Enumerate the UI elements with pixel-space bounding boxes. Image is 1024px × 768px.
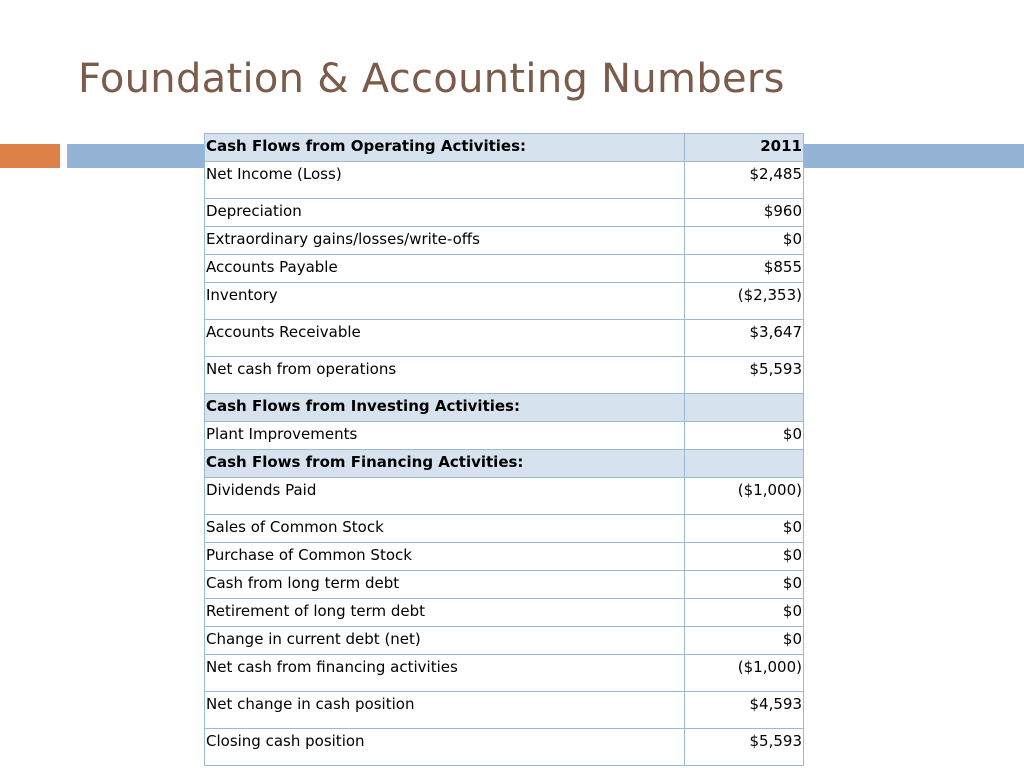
row-label: Purchase of Common Stock	[205, 543, 685, 571]
row-value: $2,485	[685, 162, 804, 199]
table-row	[205, 320, 804, 357]
row-label: Net cash from operations	[205, 357, 685, 394]
row-value: $0	[685, 599, 804, 627]
table-row	[205, 227, 804, 255]
row-label: Accounts Payable	[205, 255, 685, 283]
row-label: Net cash from financing activities	[205, 655, 685, 692]
section-header-label: Cash Flows from Investing Activities:	[205, 394, 685, 422]
row-value: $0	[685, 227, 804, 255]
cash-flow-table	[204, 133, 804, 766]
row-label: Accounts Receivable	[205, 320, 685, 357]
row-label: Change in current debt (net)	[205, 627, 685, 655]
section-header-value	[685, 394, 804, 422]
table-row	[205, 255, 804, 283]
row-label: Net Income (Loss)	[205, 162, 685, 199]
row-value: ($2,353)	[685, 283, 804, 320]
table-row	[205, 162, 804, 199]
row-value: ($1,000)	[685, 655, 804, 692]
table-row	[205, 692, 804, 729]
row-value: $3,647	[685, 320, 804, 357]
row-value: ($1,000)	[685, 478, 804, 515]
table-row	[205, 729, 804, 766]
row-value: $0	[685, 571, 804, 599]
row-value: $5,593	[685, 729, 804, 766]
row-value: $855	[685, 255, 804, 283]
table-row	[205, 655, 804, 692]
orange-accent-bar	[0, 144, 60, 168]
row-label: Plant Improvements	[205, 422, 685, 450]
row-value: $0	[685, 515, 804, 543]
table-row	[205, 478, 804, 515]
header-label: Cash Flows from Operating Activities:	[205, 134, 685, 162]
table-row	[205, 357, 804, 394]
section-header-row	[205, 394, 804, 422]
table-row	[205, 543, 804, 571]
row-value: $960	[685, 199, 804, 227]
row-label: Cash from long term debt	[205, 571, 685, 599]
row-label: Dividends Paid	[205, 478, 685, 515]
header-year: 2011	[685, 134, 804, 162]
slide-title: Foundation & Accounting Numbers	[78, 56, 785, 102]
section-header-row	[205, 450, 804, 478]
table-row	[205, 283, 804, 320]
table-row	[205, 199, 804, 227]
row-value: $4,593	[685, 692, 804, 729]
cash-flow-table-container	[204, 133, 803, 766]
table-row	[205, 627, 804, 655]
row-label: Depreciation	[205, 199, 685, 227]
row-value: $0	[685, 543, 804, 571]
row-label: Sales of Common Stock	[205, 515, 685, 543]
table-row	[205, 599, 804, 627]
row-value: $0	[685, 422, 804, 450]
section-header-value	[685, 450, 804, 478]
row-label: Extraordinary gains/losses/write-offs	[205, 227, 685, 255]
row-label: Inventory	[205, 283, 685, 320]
table-header-row	[205, 134, 804, 162]
row-label: Closing cash position	[205, 729, 685, 766]
row-value: $0	[685, 627, 804, 655]
section-header-label: Cash Flows from Financing Activities:	[205, 450, 685, 478]
table-row	[205, 571, 804, 599]
table-row	[205, 515, 804, 543]
row-value: $5,593	[685, 357, 804, 394]
row-label: Retirement of long term debt	[205, 599, 685, 627]
row-label: Net change in cash position	[205, 692, 685, 729]
table-row	[205, 422, 804, 450]
